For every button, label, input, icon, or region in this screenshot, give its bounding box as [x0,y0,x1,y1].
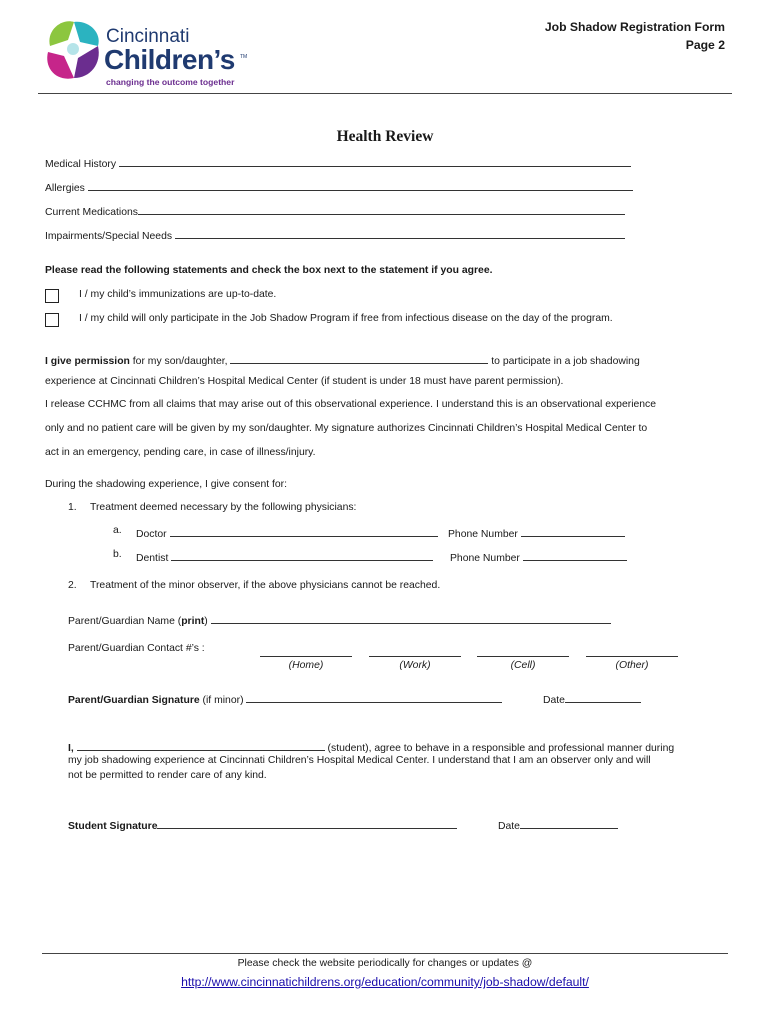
allergies-label: Allergies [45,183,85,194]
current-medications-label: Current Medications [45,207,138,218]
other-phone-label: (Other) [615,660,649,671]
dentist-label: Dentist [136,553,169,564]
permission-line2: experience at Cincinnati Children’s Hospital Medical Center (if student is under 18 must have parent permission). [45,376,564,387]
logo-name-line2: Children’s [104,44,235,75]
doctor-letter: a. [113,525,122,536]
consent-item2: Treatment of the minor observer, if the above physicians cannot be reached. [90,580,441,591]
section-title: Health Review [336,128,434,145]
student-agreement-line2: my job shadowing experience at Cincinnati Children’s Hospital Medical Center. I understand that I am an observer only and will [68,755,651,766]
medical-history-field[interactable] [45,155,631,170]
infectious-disease-checkbox[interactable] [45,313,59,327]
logo-trademark: TM [240,54,248,60]
student-signature-field[interactable]: Student Signature [68,817,457,832]
consent-item1: Treatment deemed necessary by the following physicians: [90,502,357,513]
header-divider [38,93,732,94]
doctor-field[interactable] [136,525,438,540]
current-medications-field[interactable] [45,203,625,218]
dentist-phone-field[interactable] [450,549,627,564]
guardian-signature-field[interactable]: Parent/Guardian Signature (if minor) [68,691,502,706]
impairments-label: Impairments/Special Needs [45,231,173,242]
footer-link-row [0,973,770,991]
cincinnati-childrens-logo [40,16,260,88]
work-phone-field[interactable] [369,656,461,657]
cell-phone-label: (Cell) [510,660,536,671]
home-phone-label: (Home) [288,660,324,671]
permission-line5: act in an emergency, pending care, in case of illness/injury. [45,447,316,458]
doctor-label: Doctor [136,529,167,540]
work-phone-label: (Work) [399,660,431,671]
permission-line1: I give permission for my son/daughter, to participate in a job shadowing [45,352,640,367]
doctor-phone-field[interactable] [448,525,625,540]
logo-tagline: changing the outcome together [106,77,235,87]
permission-line3: I release CCHMC from all claims that may arise out of this observational experience. I understand this is an observational experience [45,399,657,410]
allergies-field[interactable] [45,179,633,194]
logo-name-line1: Cincinnati [106,26,190,47]
logo-mark-icon [40,16,106,86]
student-agreement-line1: I, (student), agree to behave in a responsible and professional manner during [68,739,674,754]
form-title: Job Shadow Registration Form [544,20,725,34]
permission-lead: I give permission [45,356,130,367]
student-name-field[interactable] [77,739,325,751]
job-shadow-website-link[interactable]: http://www.cincinnatichildrens.org/education/community/job-shadow/default/ [181,975,589,989]
cell-phone-field[interactable] [477,656,569,657]
student-date-field[interactable]: Date [498,817,618,832]
footer-divider [42,953,728,954]
guardian-contact-label: Parent/Guardian Contact #’s : [68,643,205,654]
consent-item2-number: 2. [68,580,77,591]
home-phone-field[interactable] [260,656,352,657]
statements-instruction: Please read the following statements and check the box next to the statement if you agree. [45,265,493,276]
consent-item1-number: 1. [68,502,77,513]
footer-note: Please check the website periodically for changes or updates @ [237,958,533,969]
permission-line4: only and no patient care will be given by my son/daughter. My signature authorizes Cincinnati Children’s Hospital Medical Center to [45,423,648,434]
immunizations-checkbox[interactable] [45,289,59,303]
guardian-name-field[interactable]: Parent/Guardian Name (print) [68,612,611,627]
guardian-date-field[interactable]: Date [543,691,641,706]
dentist-letter: b. [113,549,122,560]
doctor-phone-label: Phone Number [448,529,518,540]
immunizations-statement: I / my child’s immunizations are up-to-date. [79,289,277,300]
page-label: Page 2 [685,38,725,52]
consent-intro: During the shadowing experience, I give consent for: [45,479,288,490]
other-phone-field[interactable] [586,656,678,657]
impairments-field[interactable] [45,227,625,242]
student-agreement-line3: not be permitted to render care of any kind. [68,770,267,781]
dentist-phone-label: Phone Number [450,553,520,564]
dentist-field[interactable] [136,549,433,564]
infectious-disease-statement: I / my child will only participate in the Job Shadow Program if free from infectious disease on the day of the program. [79,313,613,324]
son-daughter-name-field[interactable] [230,352,488,364]
medical-history-label: Medical History [45,159,117,170]
